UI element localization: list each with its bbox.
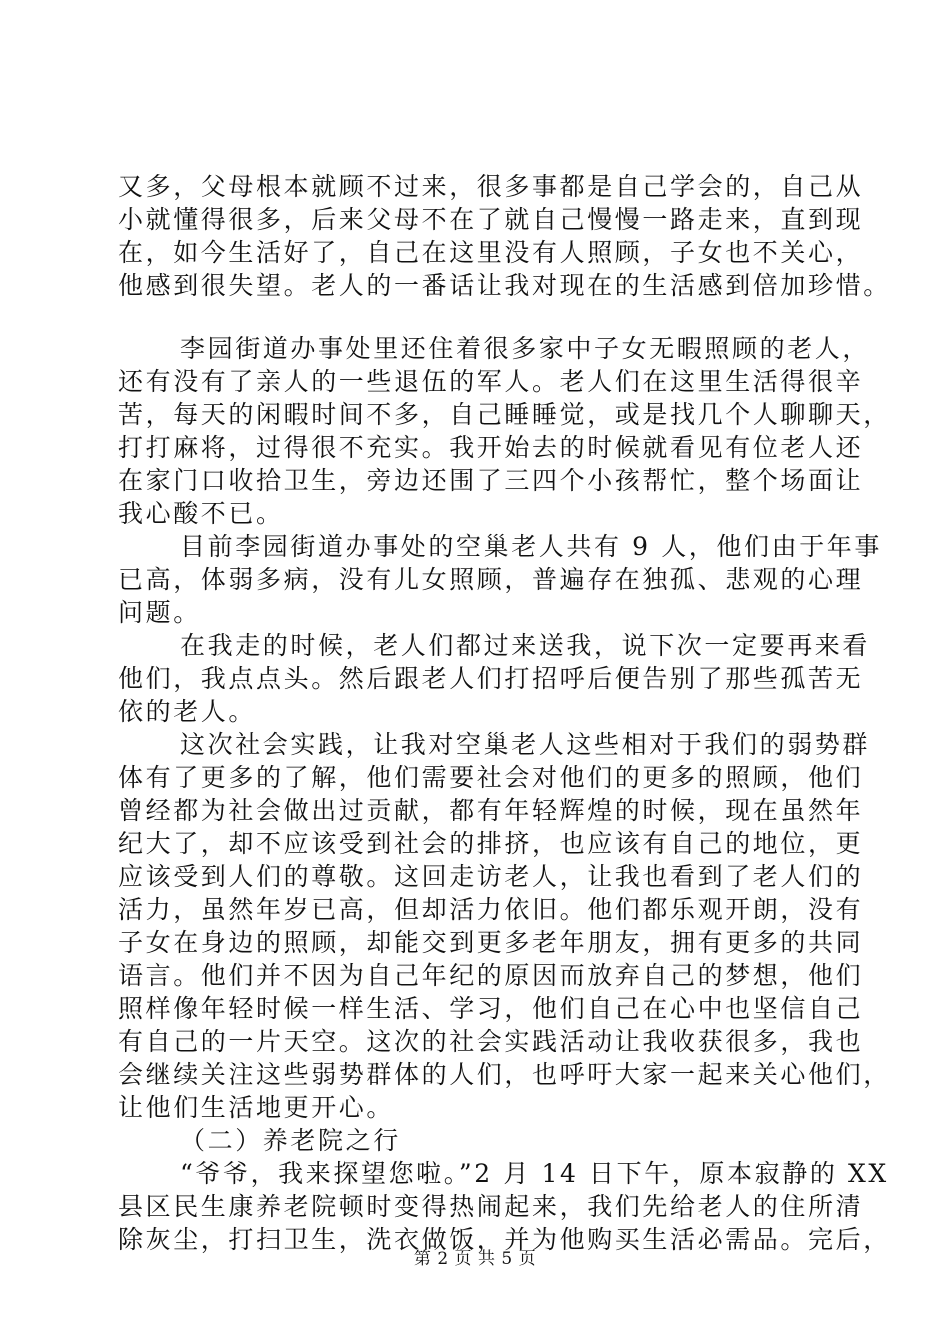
text-line: 我心酸不已。 — [118, 499, 284, 528]
text-line: 目前李园街道办事处的空巢老人共有 9 人，他们由于年事 — [180, 532, 883, 561]
text-line: （二）养老院之行 — [180, 1126, 401, 1155]
page-footer: 第 2 页 共 5 页 — [413, 1249, 537, 1269]
paragraph-gap — [118, 302, 850, 332]
text-line: 又多，父母根本就顾不过来，很多事都是自己学会的，自己从 — [118, 172, 864, 201]
text-line: 曾经都为社会做出过贡献，都有年轻辉煌的时候，现在虽然年 — [118, 796, 864, 825]
text-line: 他们，我点点头。然后跟老人们打招呼后便告别了那些孤苦无 — [118, 664, 864, 693]
paragraph — [118, 1124, 850, 1157]
text-line: 依的老人。 — [118, 697, 257, 726]
paragraph — [118, 1157, 891, 1256]
paragraph — [118, 332, 891, 530]
text-line: 除灰尘，打扫卫生，洗衣做饭，并为他购买生活必需品。完后， — [118, 1225, 891, 1254]
text-line: 打打麻将，过得很不充实。我开始去的时候就看见有位老人还 — [118, 433, 864, 462]
text-line: 体有了更多的了解，他们需要社会对他们的更多的照顾，他们 — [118, 763, 864, 792]
paragraph — [118, 728, 891, 1124]
text-line: 有自己的一片天空。这次的社会实践活动让我收获很多，我也 — [118, 1027, 864, 1056]
text-line: 让他们生活地更开心。 — [118, 1093, 395, 1122]
paragraph — [118, 629, 871, 728]
text-line: 子女在身边的照顾，却能交到更多老年朋友，拥有更多的共同 — [118, 928, 864, 957]
paragraph — [118, 530, 883, 629]
text-line: “爷爷，我来探望您啦。”2 月 14 日下午，原本寂静的 XX — [180, 1159, 889, 1188]
text-line: 小就懂得很多，后来父母不在了就自己慢慢一路走来，直到现 — [118, 205, 864, 234]
text-line: 会继续关注这些弱势群体的人们，也呼吁大家一起来关心他们， — [118, 1060, 891, 1089]
text-line: 李园街道办事处里还住着很多家中子女无暇照顾的老人， — [180, 334, 871, 363]
text-line: 还有没有了亲人的一些退伍的军人。老人们在这里生活得很辛 — [118, 367, 864, 396]
text-line: 县区民生康养老院顿时变得热闹起来，我们先给老人的住所清 — [118, 1192, 864, 1221]
text-line: 在我走的时候，老人们都过来送我，说下次一定要再来看 — [180, 631, 871, 660]
text-line: 他感到很失望。老人的一番话让我对现在的生活感到倍加珍惜。 — [118, 271, 891, 300]
text-line: 活力，虽然年岁已高，但却活力依旧。他们都乐观开朗，没有 — [118, 895, 864, 924]
text-line: 这次社会实践，让我对空巢老人这些相对于我们的弱势群 — [180, 730, 871, 759]
text-line: 在家门口收拾卫生，旁边还围了三四个小孩帮忙，整个场面让 — [118, 466, 864, 495]
text-line: 语言。他们并不因为自己年纪的原因而放弃自己的梦想，他们 — [118, 961, 864, 990]
text-line: 照样像年轻时候一样生活、学习，他们自己在心中也坚信自己 — [118, 994, 864, 1023]
text-line: 已高，体弱多病，没有儿女照顾，普遍存在独孤、悲观的心理 — [118, 565, 864, 594]
text-line: 苦，每天的闲暇时间不多，自己睡睡觉，或是找几个人聊聊天， — [118, 400, 891, 429]
text-line: 问题。 — [118, 598, 201, 627]
paragraph — [118, 170, 891, 302]
text-line: 应该受到人们的尊敬。这回走访老人，让我也看到了老人们的 — [118, 862, 864, 891]
document-body — [118, 170, 891, 1256]
text-line: 在，如今生活好了，自己在这里没有人照顾，子女也不关心， — [118, 238, 864, 267]
text-line: 纪大了，却不应该受到社会的排挤，也应该有自己的地位，更 — [118, 829, 864, 858]
